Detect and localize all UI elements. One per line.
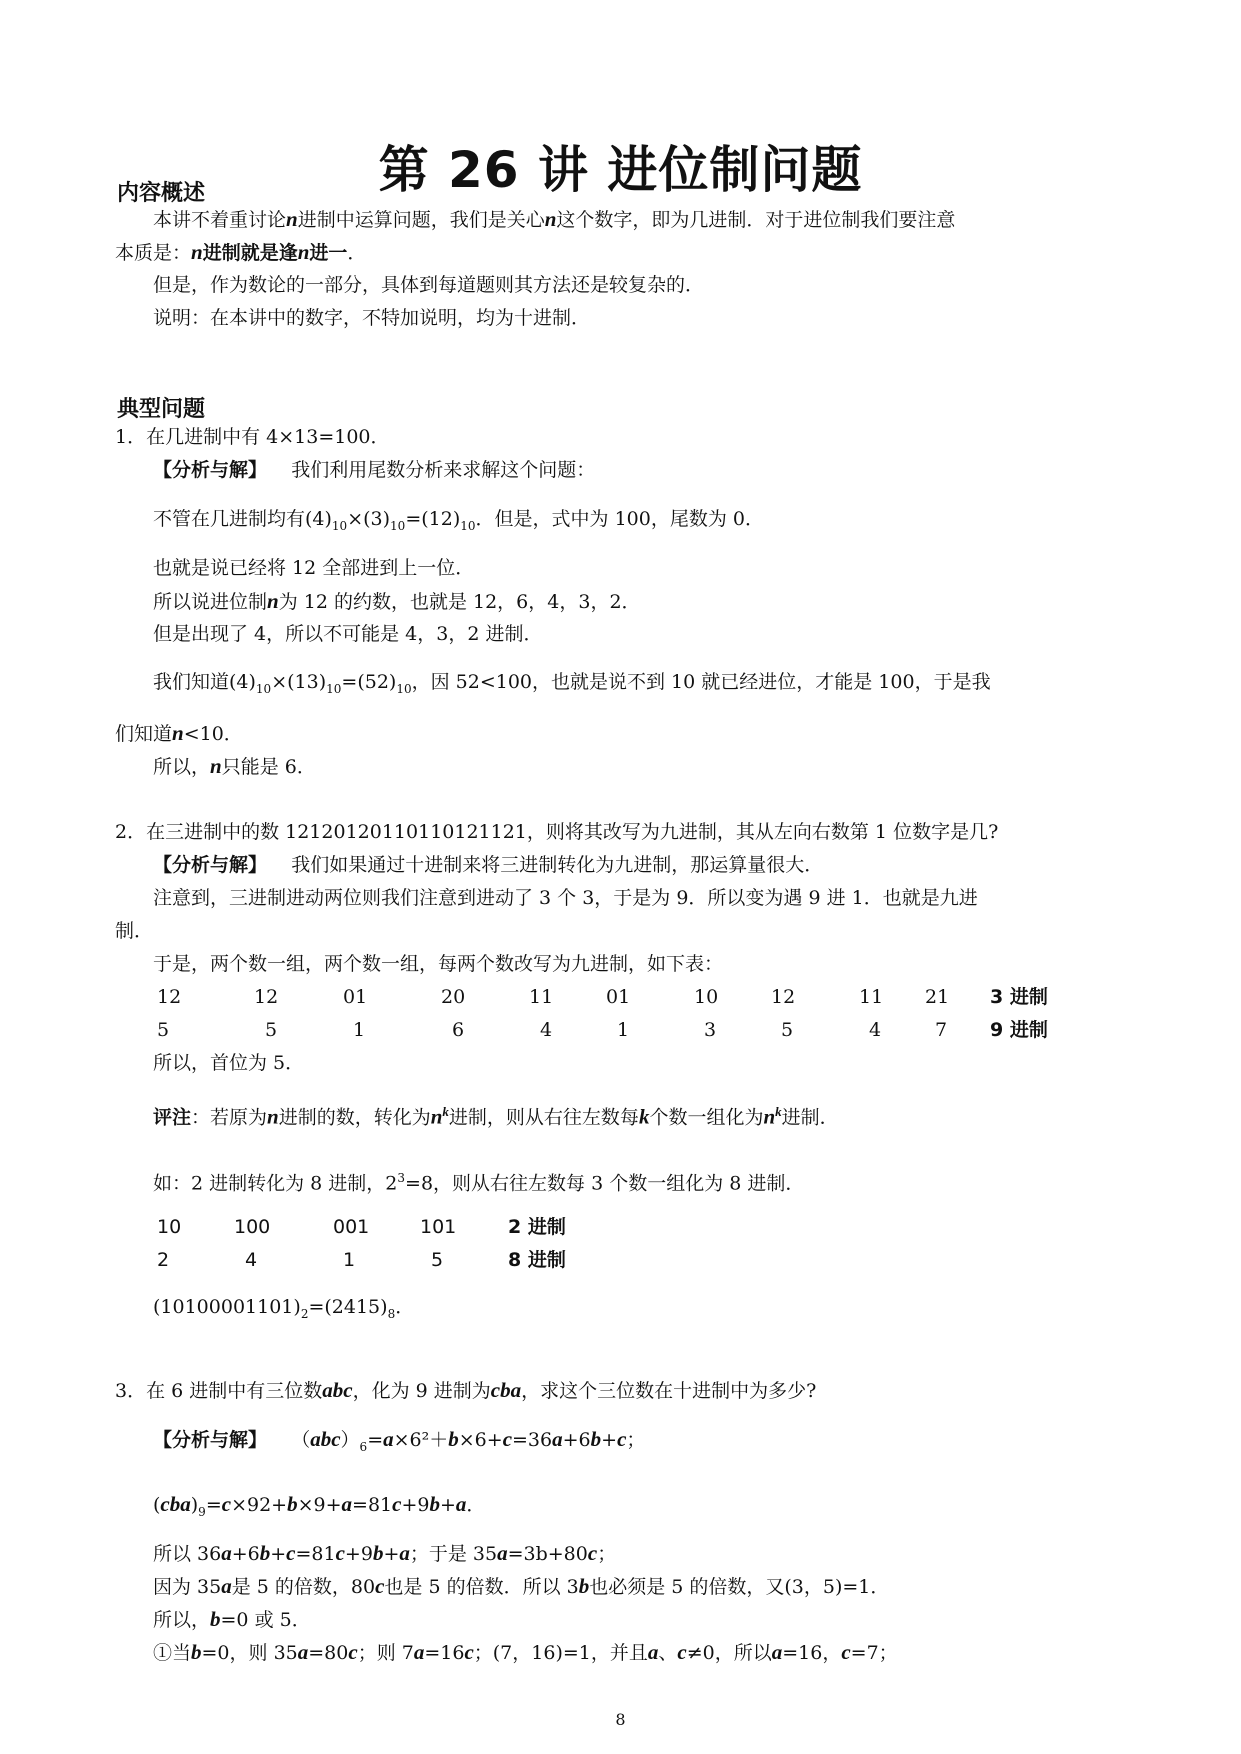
table-cell: 12 — [771, 986, 796, 1008]
problem-1-line-7: 所以，n只能是 6． — [153, 754, 316, 778]
table-cell: 6 — [452, 1019, 465, 1041]
table-cell: 3 — [704, 1019, 717, 1041]
problem-2-note: 评注：若原为n进制的数，转化为$n^k$进制，则从右往左数每k个数一组化为$n^k$进制． — [153, 1104, 839, 1129]
var-n: n — [297, 240, 310, 264]
problem-2-line-3: 于是，两个数一组，两个数一组，每两个数改写为九进制，如下表： — [153, 953, 724, 975]
var-n: n — [191, 240, 203, 264]
page-number: 8 — [615, 1710, 626, 1729]
table-cell: 5 — [157, 1019, 170, 1041]
overview-paragraph-4: 说明：在本讲中的数字，不特加说明，均为十进制． — [153, 307, 591, 329]
table-row-label: 2 进制 — [508, 1216, 566, 1238]
table-cell: 10 — [157, 1216, 182, 1238]
problem-2-conversion: $(10100001101)_2=(2415)_8$． — [153, 1296, 415, 1321]
problem-3-analysis-line-6: ①当b=0，则 35a=80c；则 7a=16c；(7，16)=1，并且a、c≠0，所以a=16，c=7； — [153, 1640, 898, 1664]
problem-2-example: 如：2 进制转化为 8 进制，$2^3=8$，则从右往左数每 3 个数一组化为 8 进制． — [153, 1171, 805, 1195]
problems-heading: 典型问题 — [117, 397, 206, 422]
problem-1-question: 1．在几进制中有 4×13=100． — [115, 426, 390, 448]
table-cell: 5 — [431, 1249, 444, 1271]
table-cell: 11 — [529, 986, 554, 1008]
var-n: n — [286, 207, 298, 231]
problem-2-line-4: 所以，首位为 5． — [153, 1052, 305, 1074]
table-cell: 7 — [935, 1019, 948, 1041]
table-cell: 001 — [333, 1216, 370, 1238]
table-cell: 12 — [157, 986, 182, 1008]
overview-paragraph-2: 本质是：n进制就是逢n进一． — [115, 240, 367, 264]
table-cell: 01 — [606, 986, 631, 1008]
problem-1-line-1: 不管在几进制均有$(4)_{10}\times(3)_{10}=(12)_{10}$．但是，式中为 100，尾数为 0． — [153, 508, 764, 533]
table-cell: 10 — [694, 986, 719, 1008]
table-row-label: 3 进制 — [990, 986, 1048, 1008]
table-cell: 20 — [441, 986, 466, 1008]
table-cell: 11 — [859, 986, 884, 1008]
table-cell: 5 — [265, 1019, 278, 1041]
problem-3-analysis-line-5: 所以，b=0 或 5． — [153, 1607, 311, 1631]
table-cell: 5 — [781, 1019, 794, 1041]
problem-3-analysis-line-4: 因为 35a是 5 的倍数，80c也是 5 的倍数．所以 3b也必须是 5 的倍数，又(3，5)=1． — [153, 1574, 890, 1598]
table-cell: 4 — [245, 1249, 258, 1271]
overview-paragraph-1: 本讲不着重讨论n进制中运算问题，我们是关心n这个数字，即为几进制．对于进位制我们要注意 — [153, 207, 956, 231]
problem-2-line-2: 制． — [115, 920, 154, 942]
table-cell: 4 — [540, 1019, 553, 1041]
table-cell: 01 — [343, 986, 368, 1008]
table-cell: 21 — [925, 986, 950, 1008]
table-row-label: 9 进制 — [990, 1019, 1048, 1041]
table-cell: 4 — [869, 1019, 882, 1041]
problem-2-question: 2．在三进制中的数 12120120110110121121，则将其改写为九进制，其从左向右数第 1 位数字是几? — [115, 821, 999, 843]
table-cell: 1 — [353, 1019, 366, 1041]
table-cell: 100 — [234, 1216, 271, 1238]
problem-2-analysis: 【分析与解】 我们如果通过十进制来将三进制转化为九进制，那运算量很大． — [153, 854, 824, 876]
table-cell: 1 — [343, 1249, 356, 1271]
problem-3-analysis-line-1: 【分析与解】 $(abc)_6=a\times 6^2+b\times 6+c=36a+6b+c$； — [153, 1427, 646, 1454]
problem-2-line-1: 注意到，三进制进动两位则我们注意到进动了 3 个 3，于是为 9．所以变为遇 9 进 1．也就是九进 — [153, 887, 978, 909]
overview-paragraph-3: 但是，作为数论的一部分，具体到每道题则其方法还是较复杂的． — [153, 274, 705, 296]
problem-1-line-5: 我们知道$(4)_{10}\times(13)_{10}=(52)_{10}$，因 52<100，也就是说不到 10 就已经进位，才能是 100，于是我 — [153, 671, 991, 696]
problem-3-question: 3．在 6 进制中有三位数abc，化为 9 进制为cba，求这个三位数在十进制中为多少? — [115, 1378, 817, 1402]
var-n: n — [544, 207, 557, 231]
table-cell: 1 — [617, 1019, 630, 1041]
problem-1-line-6: 们知道n<10． — [115, 721, 243, 745]
table-cell: 101 — [420, 1216, 457, 1238]
page-title: 第 26 讲 进位制问题 — [378, 141, 863, 199]
problem-1-analysis: 【分析与解】 我们利用尾数分析来求解这个问题： — [153, 459, 596, 481]
table-row-label: 8 进制 — [508, 1249, 566, 1271]
problem-3-analysis-line-3: 所以 36a+6b+c=81c+9b+a；于是 35a=3b+80c； — [153, 1541, 617, 1565]
problem-1-line-4: 但是出现了 4，所以不可能是 4，3，2 进制． — [153, 623, 543, 645]
problem-1-line-3: 所以说进位制n为 12 的约数，也就是 12，6，4，3，2． — [153, 589, 641, 613]
overview-heading: 内容概述 — [117, 181, 206, 206]
table-cell: 12 — [254, 986, 279, 1008]
table-cell: 2 — [157, 1249, 170, 1271]
problem-3-analysis-line-2: $(cba)_9=c\times 92+b\times 9+a=81c+9b+a$． — [153, 1492, 486, 1519]
problem-1-line-2: 也就是说已经将 12 全部进到上一位． — [153, 557, 475, 579]
